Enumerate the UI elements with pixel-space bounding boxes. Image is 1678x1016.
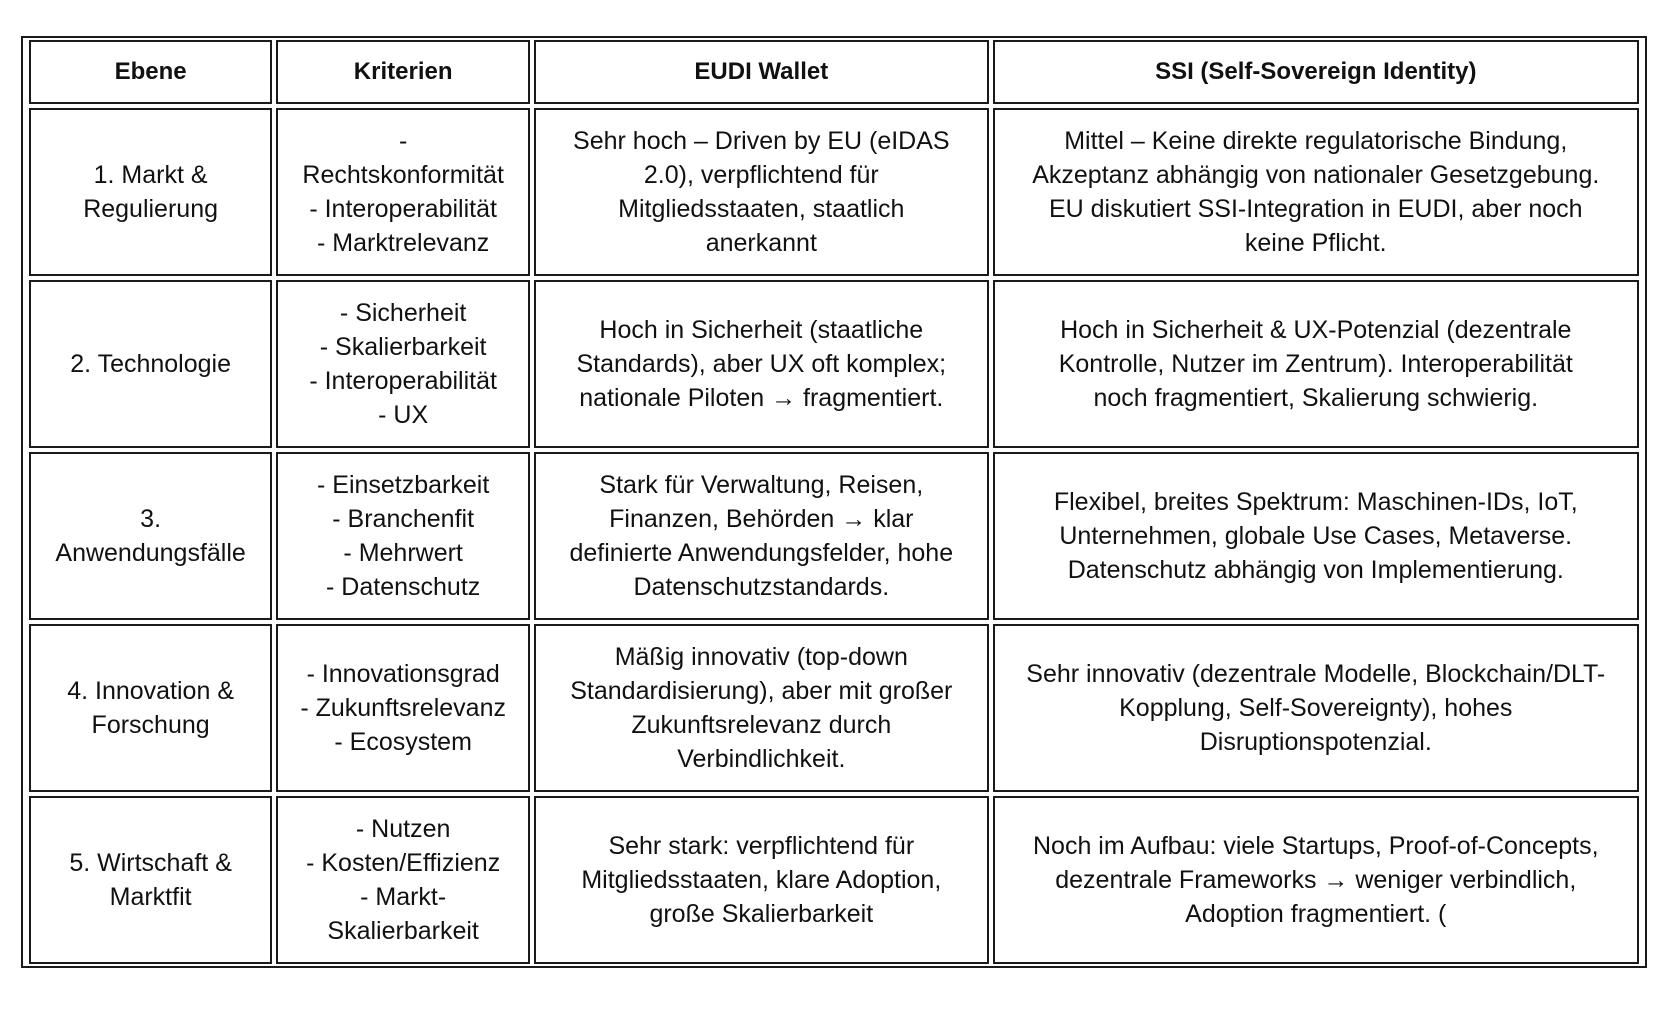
cell-ssi [993,796,1639,964]
cell-eudi-wallet-line: Verbindlichkeit. [677,745,846,773]
cell-ssi-line: Disruptionspotenzial. [1199,728,1432,756]
cell-eudi-wallet [534,624,988,792]
cell-ebene-line: Forschung [91,711,210,739]
cell-ssi [993,280,1639,448]
cell-kriterien-line: - Skalierbarkeit [319,333,487,361]
cell-eudi-wallet-line: definierte Anwendungsfelder, hohe [569,539,954,567]
cell-ebene-line: Regulierung [83,195,219,223]
cell-kriterien-line: - Branchenfit [332,505,475,533]
cell-eudi-wallet-line: Finanzen, Behörden → klar [609,505,914,533]
cell-eudi-wallet-line: anerkannt [705,229,817,257]
header-row [29,40,1639,104]
cell-ssi-line: EU diskutiert SSI-Integration in EUDI, aber noch [1048,195,1583,223]
cell-ebene-line: 3. [140,505,162,533]
cell-ssi [993,452,1639,620]
cell-kriterien-line: - Mehrwert [343,539,463,567]
cell-eudi-wallet [534,108,988,276]
cell-ssi-line: Kontrolle, Nutzer im Zentrum). Interoperabilität [1058,350,1573,378]
header-ebene: Ebene [29,40,272,104]
table-row [29,280,1639,448]
cell-ssi-line: Akzeptanz abhängig von nationaler Gesetzgebung. [1032,161,1600,189]
cell-ssi-line: Sehr innovativ (dezentrale Modelle, Blockchain/DLT- [1026,660,1606,688]
cell-ebene [29,796,272,964]
cell-ssi-line: Unternehmen, globale Use Cases, Metaverse. [1059,522,1573,550]
comparison-table [25,36,1643,968]
table-row [29,624,1639,792]
cell-eudi-wallet-line: Sehr hoch – Driven by EU (eIDAS [573,127,950,155]
table-row [29,796,1639,964]
cell-ssi-line: Mittel – Keine direkte regulatorische Bindung, [1064,127,1568,155]
table-row [29,108,1639,276]
header-eudi-wallet: EUDI Wallet [534,40,988,104]
cell-eudi-wallet-line: Mitgliedsstaaten, klare Adoption, [581,866,942,894]
cell-ebene [29,452,272,620]
cell-eudi-wallet-line: nationale Piloten → fragmentiert. [579,384,944,412]
cell-eudi-wallet-line: Stark für Verwaltung, Reisen, [599,471,924,499]
cell-eudi-wallet-line: Standardisierung), aber mit großer [570,677,953,705]
cell-ebene-line: 1. Markt & [93,161,208,189]
cell-kriterien-line: - Ecosystem [334,728,472,756]
cell-kriterien [276,108,530,276]
cell-kriterien-line: - Einsetzbarkeit [317,471,490,499]
cell-ssi [993,624,1639,792]
cell-ssi-line: Noch im Aufbau: viele Startups, Proof-of-Concepts, [1032,832,1599,860]
cell-ssi-line: Kopplung, Self-Sovereignty), hohes [1119,694,1513,722]
cell-eudi-wallet-line: Hoch in Sicherheit (staatliche [599,316,924,344]
cell-ebene [29,280,272,448]
cell-ssi-line: noch fragmentiert, Skalierung schwierig. [1093,384,1539,412]
cell-kriterien-line: - Kosten/Effizienz [306,849,501,877]
cell-ssi-line: Adoption fragmentiert. ( [1185,900,1447,928]
cell-eudi-wallet [534,796,988,964]
cell-kriterien [276,452,530,620]
cell-kriterien [276,624,530,792]
comparison-table-frame [21,36,1647,968]
cell-eudi-wallet-line: Standards), aber UX oft komplex; [576,350,947,378]
cell-eudi-wallet-line: große Skalierbarkeit [649,900,874,928]
cell-kriterien-line: - Sicherheit [339,299,467,327]
cell-ebene [29,108,272,276]
header-ssi: SSI (Self-Sovereign Identity) [993,40,1639,104]
table-row [29,452,1639,620]
cell-eudi-wallet-line: 2.0), verpflichtend für [643,161,879,189]
cell-kriterien-line: - Markt- [360,883,447,911]
cell-eudi-wallet-line: Mitgliedsstaaten, staatlich [618,195,905,223]
cell-kriterien-line: Rechtskonformität [302,161,504,189]
cell-kriterien-line: - Datenschutz [326,573,481,601]
header-kriterien: Kriterien [276,40,530,104]
cell-kriterien-line: - Innovationsgrad [306,660,500,688]
cell-eudi-wallet-line: Datenschutzstandards. [633,573,890,601]
cell-eudi-wallet-line: Mäßig innovativ (top-down [614,643,908,671]
cell-ebene-line: 2. Technologie [70,350,231,378]
cell-kriterien [276,280,530,448]
cell-ebene-line: 5. Wirtschaft & [69,849,232,877]
cell-kriterien-line: - UX [378,401,429,429]
cell-eudi-wallet [534,280,988,448]
cell-kriterien-line: - Marktrelevanz [317,229,490,257]
cell-ebene [29,624,272,792]
cell-ebene-line: Marktfit [109,883,192,911]
cell-ssi-line: keine Pflicht. [1244,229,1387,257]
cell-ssi-line: Flexibel, breites Spektrum: Maschinen-IDs, IoT, [1053,488,1578,516]
cell-ebene-line: Anwendungsfälle [55,539,246,567]
cell-ssi-line: dezentrale Frameworks → weniger verbindlich, [1055,866,1577,894]
cell-kriterien-line: - Zukunftsrelevanz [300,694,506,722]
cell-ssi [993,108,1639,276]
cell-kriterien-line: - Interoperabilität [309,195,497,223]
cell-kriterien-line: Skalierbarkeit [327,917,479,945]
cell-ebene-line: 4. Innovation & [67,677,234,705]
cell-eudi-wallet-line: Zukunftsrelevanz durch [631,711,892,739]
cell-ssi-line: Hoch in Sicherheit & UX-Potenzial (dezentrale [1060,316,1572,344]
cell-kriterien-line: - Nutzen [355,815,451,843]
cell-eudi-wallet [534,452,988,620]
cell-eudi-wallet-line: Sehr stark: verpflichtend für [608,832,915,860]
cell-ssi-line: Datenschutz abhängig von Implementierung. [1067,556,1564,584]
cell-kriterien-line: - Interoperabilität [309,367,497,395]
cell-kriterien-line: - [398,127,408,155]
cell-kriterien [276,796,530,964]
